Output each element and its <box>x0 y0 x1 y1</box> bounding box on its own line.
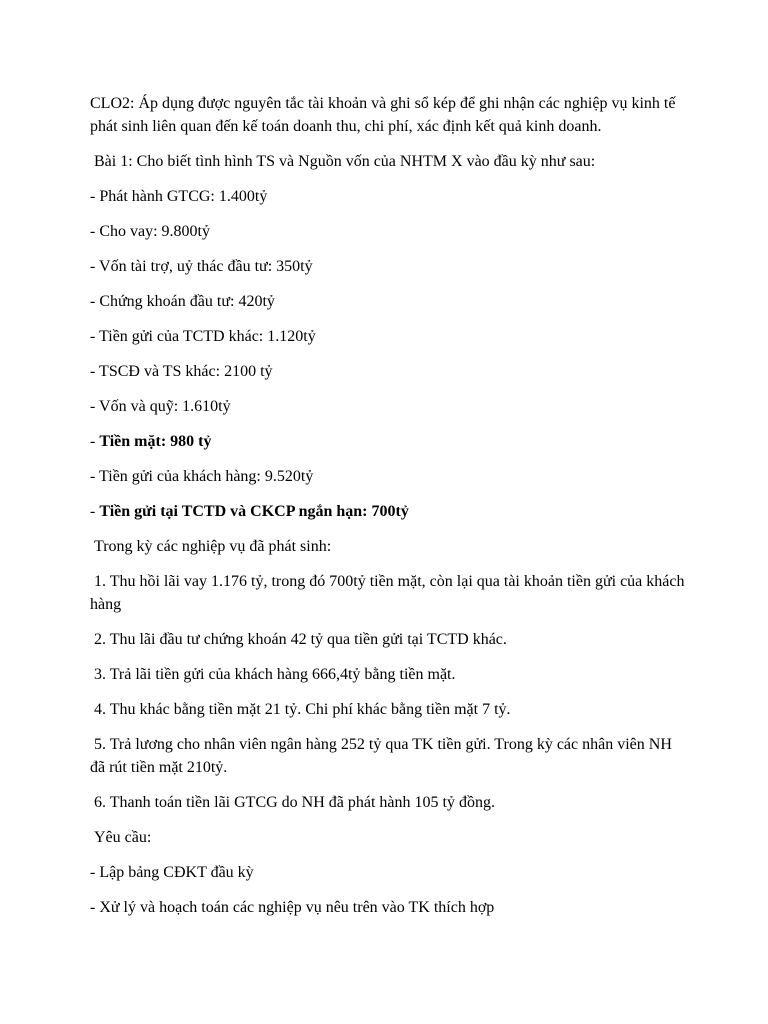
intro-paragraph: CLO2: Áp dụng được nguyên tắc tài khoản và ghi sổ kép để ghi nhận các nghiệp vụ kinh tế phát sinh liên quan đến kế toán doanh thu, chi phí, xác định kết quả kinh doanh. <box>90 95 680 135</box>
deposit-prefix: - <box>90 503 100 520</box>
balance-item: - Phát hành GTCG: 1.400tỷ <box>90 188 268 205</box>
balance-item-deposit <box>90 500 690 523</box>
balance-item: - Vốn và quỹ: 1.610tỷ <box>90 398 231 415</box>
exercise-title: Bài 1: Cho biết tình hình TS và Nguồn vốn của NHTM X vào đầu kỳ như sau: <box>90 153 596 170</box>
requirement-item: - Xử lý và hoạch toán các nghiệp vụ nêu trên vào TK thích hợp <box>90 899 495 916</box>
transaction-item: 2. Thu lãi đầu tư chứng khoán 42 tỷ qua tiền gửi tại TCTD khác. <box>90 631 507 648</box>
transaction-item: 6. Thanh toán tiền lãi GTCG do NH đã phát hành 105 tỷ đồng. <box>90 794 495 811</box>
balance-item-cash <box>90 430 690 453</box>
transaction-item: 5. Trả lương cho nhân viên ngân hàng 252 tỷ qua TK tiền gửi. Trong kỳ các nhân viên NH đã rút tiền mặt 210tỷ. <box>90 736 676 776</box>
transaction-item: 3. Trả lãi tiền gửi của khách hàng 666,4tỷ bằng tiền mặt. <box>90 666 456 683</box>
requirement-item: - Lập bảng CĐKT đầu kỳ <box>90 864 254 881</box>
transaction-item: 4. Thu khác bằng tiền mặt 21 tỷ. Chi phí khác bằng tiền mặt 7 tỷ. <box>90 701 511 718</box>
cash-prefix: - <box>90 433 100 450</box>
balance-item: - Vốn tài trợ, uỷ thác đầu tư: 350tỷ <box>90 258 313 275</box>
balance-item: - Tiền gửi của khách hàng: 9.520tỷ <box>90 468 314 485</box>
balance-item: - Tiền gửi của TCTD khác: 1.120tỷ <box>90 328 316 345</box>
requirements-heading: Yêu cầu: <box>90 829 152 846</box>
deposit-bold-text: Tiền gửi tại TCTD và CKCP ngắn hạn: 700tỷ <box>99 503 409 520</box>
balance-item: - TSCĐ và TS khác: 2100 tỷ <box>90 363 273 380</box>
transaction-item: 1. Thu hồi lãi vay 1.176 tỷ, trong đó 700tỷ tiền mặt, còn lại qua tài khoản tiền gửi của khách hàng <box>90 573 689 613</box>
document-page <box>90 92 690 931</box>
cash-bold-text: Tiền mặt: 980 tỷ <box>99 433 212 450</box>
balance-item: - Chứng khoán đầu tư: 420tỷ <box>90 293 275 310</box>
transactions-heading: Trong kỳ các nghiệp vụ đã phát sinh: <box>90 538 332 555</box>
balance-item: - Cho vay: 9.800tỷ <box>90 223 210 240</box>
